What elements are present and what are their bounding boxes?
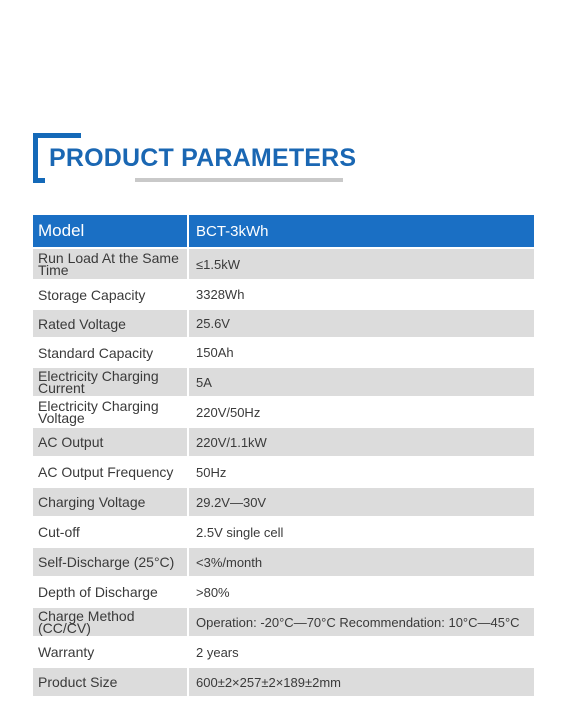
table-row <box>33 578 534 608</box>
parameter-value: 220V/50Hz <box>196 404 261 420</box>
parameter-value: 50Hz <box>196 464 227 480</box>
parameter-value: >80% <box>196 584 230 600</box>
table-row <box>33 458 534 488</box>
parameter-value: 600±2×257±2×189±2mm <box>196 674 342 690</box>
parameter-value: 150Ah <box>196 345 234 360</box>
parameter-value: 29.2V—30V <box>196 494 267 510</box>
table-row <box>33 339 534 368</box>
table-row <box>33 518 534 548</box>
parameter-name: Electricity Charging Current <box>38 368 159 396</box>
parameter-value: 220V/1.1kW <box>196 434 267 450</box>
parameter-name: AC Output Frequency <box>38 464 174 480</box>
section-heading <box>33 133 357 185</box>
parameter-name: Storage Capacity <box>38 286 146 303</box>
parameter-value: 2.5V single cell <box>196 524 284 540</box>
table-row <box>33 638 534 668</box>
parameter-name: Product Size <box>38 674 118 690</box>
parameter-name: Charge Method (CC/CV) <box>38 608 135 636</box>
parameter-name: Cut-off <box>38 524 80 540</box>
table-row <box>33 548 534 578</box>
parameter-name: Rated Voltage <box>38 315 126 332</box>
table-row <box>33 488 534 518</box>
parameter-value: <3%/month <box>196 554 263 570</box>
parameter-name: Standard Capacity <box>38 344 154 361</box>
parameter-value: ≤1.5kW <box>196 256 240 272</box>
parameter-name: Warranty <box>38 644 95 660</box>
table-row <box>33 668 534 698</box>
parameter-name: Run Load At the Same Time <box>38 250 179 278</box>
table-row <box>33 608 534 638</box>
parameter-name: Depth of Discharge <box>38 584 158 600</box>
table-row <box>33 428 534 458</box>
parameter-value: 2 years <box>196 644 239 660</box>
table-row <box>33 249 534 281</box>
parameter-name: Model <box>38 221 85 240</box>
parameter-value: 5A <box>196 374 212 390</box>
title-underline <box>135 178 343 182</box>
parameter-name: AC Output <box>38 434 104 450</box>
table-header-row <box>33 215 534 249</box>
parameter-value: 3328Wh <box>196 287 245 302</box>
parameter-value: 25.6V <box>196 316 230 331</box>
table-row <box>33 281 534 310</box>
parameter-name: Self-Discharge (25°C) <box>38 554 175 570</box>
parameter-name: Charging Voltage <box>38 494 146 510</box>
table-row <box>33 398 534 428</box>
table-row <box>33 368 534 398</box>
parameter-name: Electricity Charging Voltage <box>38 398 159 426</box>
page-title: PRODUCT PARAMETERS <box>49 144 357 172</box>
parameters-table <box>33 215 534 698</box>
table-row <box>33 310 534 339</box>
parameter-value: Operation: -20°C—70°C Recommendation: 10°C—45°C <box>196 614 520 630</box>
parameter-value: BCT-3kWh <box>196 222 269 240</box>
